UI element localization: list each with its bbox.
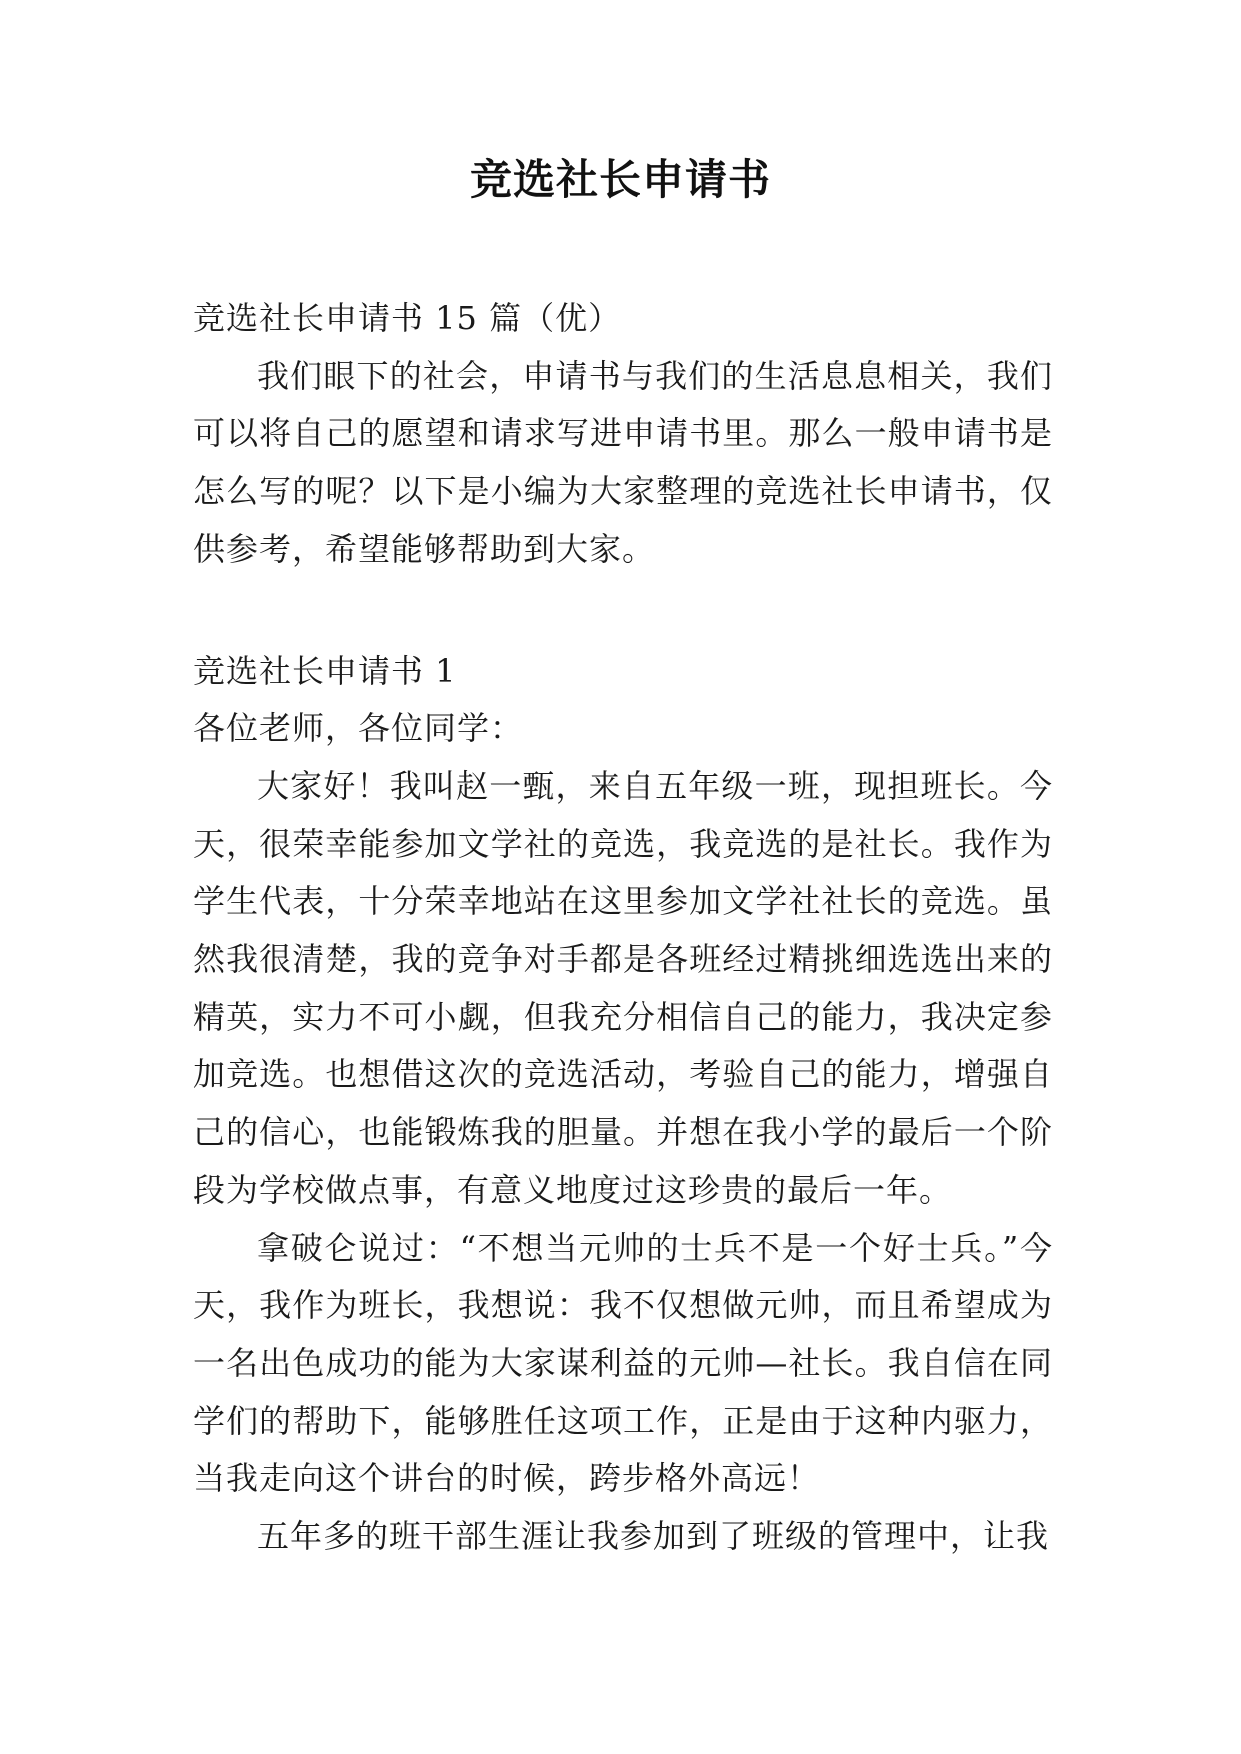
body-paragraph: 拿破仑说过：“不想当元帅的士兵不是一个好士兵。”今天，我作为班长，我想说：我不仅想做元帅，而且希望成为一名出色成功的能为大家谋利益的元帅—社长。我自信在同学们的帮助下，能够胜任这项工作，正是由于这种内驱力，当我走向这个讲台的时候，跨步格外高远！ xyxy=(193,1228,1053,1498)
section-heading: 竞选社长申请书 1 xyxy=(193,651,457,690)
body-paragraph: 大家好！我叫赵一甄，来自五年级一班，现担班长。今天，很荣幸能参加文学社的竞选，我竞选的是社长。我作为学生代表，十分荣幸地站在这里参加文学社社长的竞选。虽然我很清楚，我的竞争对手都是各班经过精挑细选选出来的精英，实力不可小觑，但我充分相信自己的能力，我决定参加竞选。也想借这次的竞选活动，考验自己的能力，增强自己的信心，也能锻炼我的胆量。并想在我小学的最后一个阶段为学校做点事，有意义地度过这珍贵的最后一年。 xyxy=(193,766,1053,1209)
intro-paragraph: 我们眼下的社会，申请书与我们的生活息息相关，我们可以将自己的愿望和请求写进申请书里。那么一般申请书是怎么写的呢？以下是小编为大家整理的竞选社长申请书，仅供参考，希望能够帮助到大家。 xyxy=(193,356,1053,568)
salutation: 各位老师，各位同学： xyxy=(193,709,524,748)
document-body xyxy=(193,290,1053,1566)
document-title: 竞选社长申请书 xyxy=(469,155,771,204)
section-spacer xyxy=(193,579,1053,643)
document-subtitle: 竞选社长申请书 15 篇（优） xyxy=(193,299,622,337)
body-paragraph: 五年多的班干部生涯让我参加到了班级的管理中，让我 xyxy=(257,1517,1050,1556)
